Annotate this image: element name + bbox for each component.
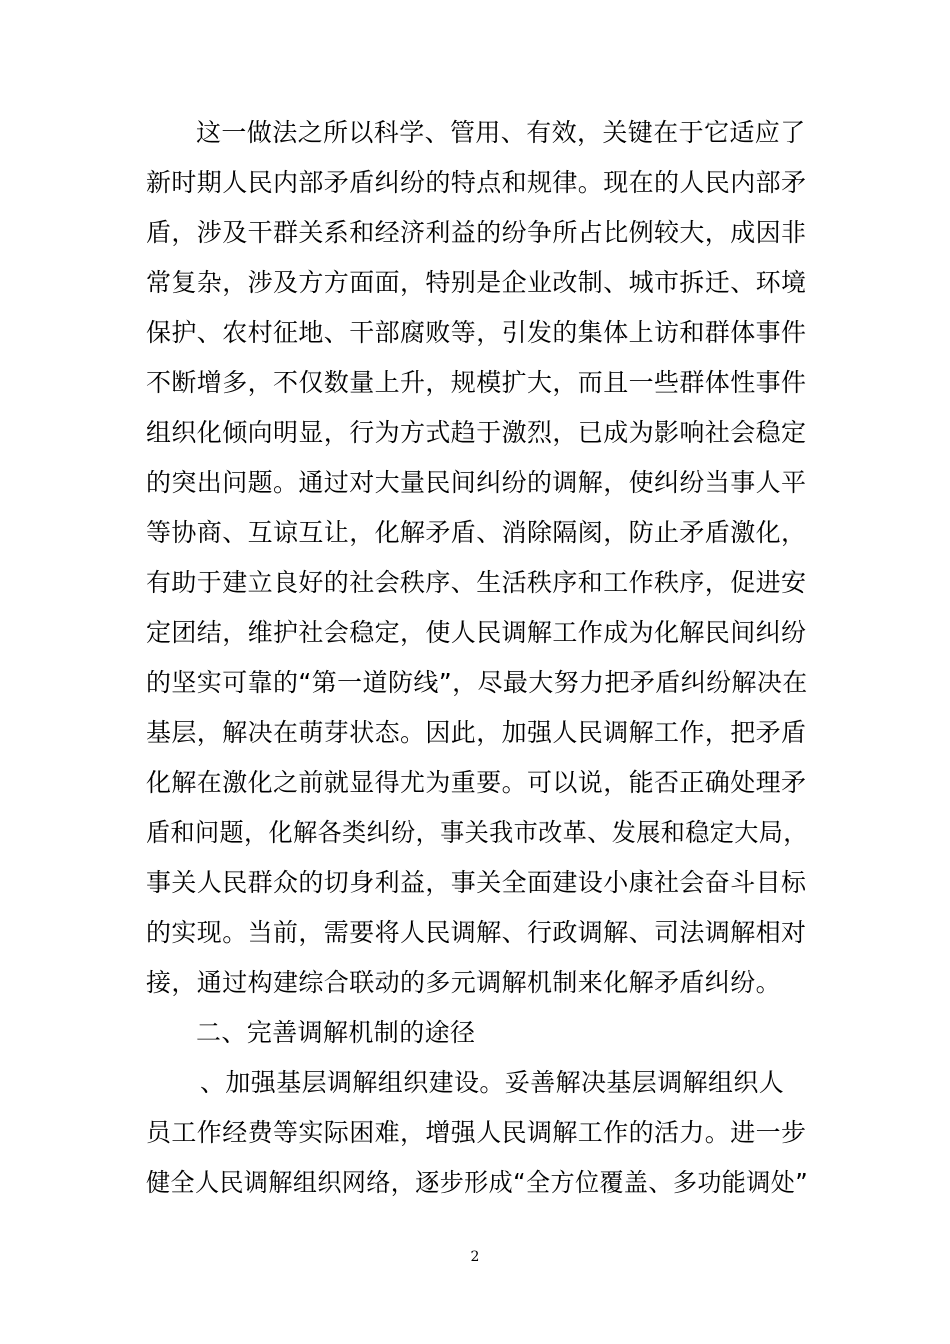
paragraph-line: 的坚实可靠的“第一道防线”，尽最大努力把矛盾纠纷解决在 xyxy=(146,668,808,697)
paragraph-line: 等协商、互谅互让，化解矛盾、消除隔阂，防止矛盾激化， xyxy=(146,518,807,547)
paragraph-line: 化解在激化之前就显得尤为重要。可以说，能否正确处理矛 xyxy=(146,768,807,797)
paragraph-line: 定团结，维护社会稳定，使人民调解工作成为化解民间纠纷 xyxy=(146,618,807,647)
paragraph-line: 常复杂，涉及方方面面，特别是企业改制、城市拆迁、环境 xyxy=(146,268,807,297)
paragraph-line: 接，通过构建综合联动的多元调解机制来化解矛盾纠纷。 xyxy=(146,968,782,997)
section-heading: 二、完善调解机制的途径 xyxy=(196,1018,476,1047)
page-number: 2 xyxy=(470,1249,480,1265)
paragraph-line: 这一做法之所以科学、管用、有效，关键在于它适应了 xyxy=(196,118,806,147)
paragraph-line: 的突出问题。通过对大量民间纠纷的调解，使纠纷当事人平 xyxy=(146,468,807,497)
paragraph-line: 事关人民群众的切身利益，事关全面建设小康社会奋斗目标 xyxy=(146,868,807,897)
paragraph-line: 基层，解决在萌芽状态。因此，加强人民调解工作，把矛盾 xyxy=(146,718,807,747)
paragraph-line: 有助于建立良好的社会秩序、生活秩序和工作秩序，促进安 xyxy=(146,568,807,597)
paragraph-line: 保护、农村征地、干部腐败等，引发的集体上访和群体事件 xyxy=(146,318,807,347)
paragraph-line: 盾，涉及干群关系和经济利益的纷争所占比例较大，成因非 xyxy=(146,218,807,247)
paragraph-line: 新时期人民内部矛盾纠纷的特点和规律。现在的人民内部矛 xyxy=(146,168,807,197)
paragraph-line: 员工作经费等实际困难，增强人民调解工作的活力。进一步 xyxy=(146,1118,807,1147)
paragraph-line: 、加强基层调解组织建设。妥善解决基层调解组织人 xyxy=(200,1068,785,1097)
paragraph-line: 的实现。当前，需要将人民调解、行政调解、司法调解相对 xyxy=(146,918,807,947)
paragraph-line: 不断增多，不仅数量上升，规模扩大，而且一些群体性事件 xyxy=(146,368,807,397)
paragraph-line: 组织化倾向明显，行为方式趋于激烈，已成为影响社会稳定 xyxy=(146,418,807,447)
paragraph-line: 盾和问题，化解各类纠纷，事关我市改革、发展和稳定大局， xyxy=(146,818,808,847)
paragraph-line: 健全人民调解组织网络，逐步形成“全方位覆盖、多功能调处” xyxy=(146,1168,809,1197)
